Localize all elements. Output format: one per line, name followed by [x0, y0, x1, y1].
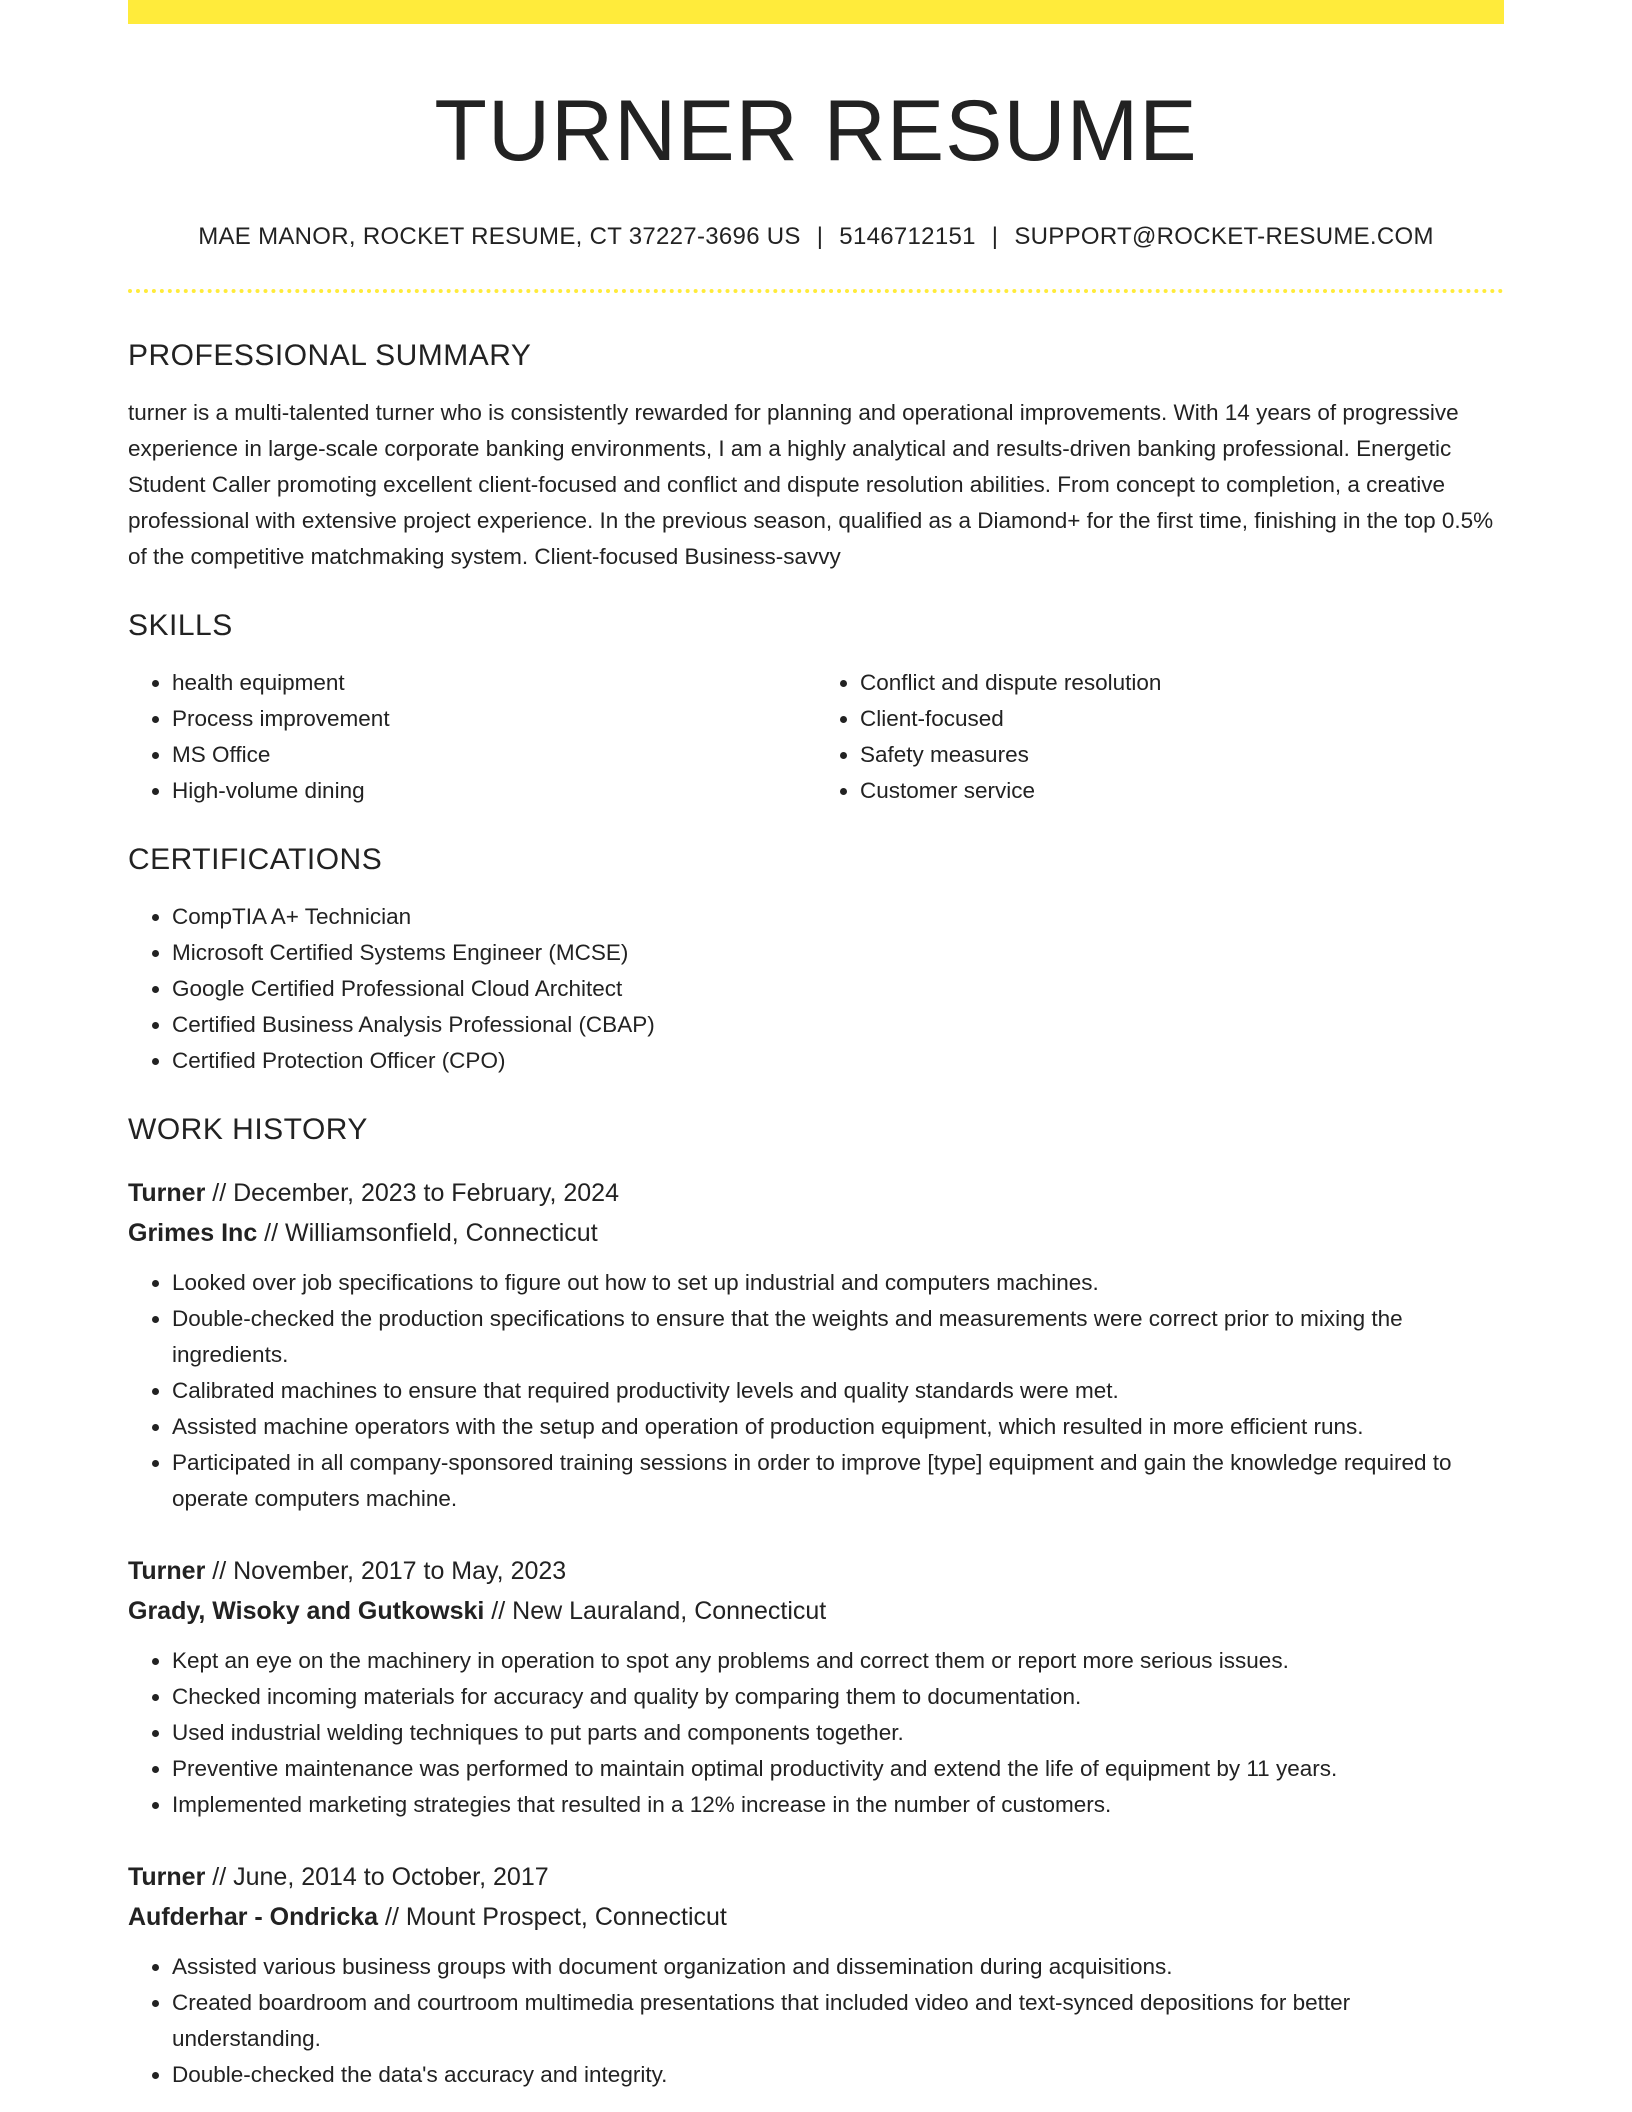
job-bullet: • Assisted machine operators with the setup and operation of production equipment, which resulted in more efficient runs. — [172, 1409, 1504, 1445]
accent-top-bar — [128, 0, 1504, 24]
certifications-list — [128, 899, 1504, 1079]
skill-item: • Customer service — [860, 773, 1504, 809]
job-bullet: • Implemented marketing strategies that resulted in a 12% increase in the number of customers. — [172, 1787, 1504, 1823]
job-role: Turner — [128, 1178, 206, 1207]
job-role: Turner — [128, 1862, 206, 1891]
job-dates: // June, 2014 to October, 2017 — [205, 1862, 549, 1891]
work-history-heading: WORK HISTORY — [128, 1112, 368, 1146]
certification-item: • Certified Protection Officer (CPO) — [172, 1043, 1504, 1079]
resume-page — [128, 0, 1504, 2093]
skills-grid — [128, 665, 1504, 809]
contact-separator: | — [816, 222, 824, 250]
job-company-line — [128, 1897, 1504, 1937]
job-entry — [128, 1551, 1504, 1823]
job-bullets — [128, 1949, 1504, 2093]
job-role: Turner — [128, 1556, 206, 1585]
skills-list-left — [128, 665, 816, 809]
dotted-divider — [128, 289, 1504, 293]
resume-title: TURNER RESUME — [434, 83, 1198, 179]
certification-item: • Certified Business Analysis Professional (CBAP) — [172, 1007, 1504, 1043]
certification-item: • CompTIA A+ Technician — [172, 899, 1504, 935]
contact-email: SUPPORT@ROCKET-RESUME.COM — [1014, 222, 1434, 250]
skill-item: • High-volume dining — [172, 773, 816, 809]
job-location: // New Lauraland, Connecticut — [484, 1596, 827, 1625]
job-company-line — [128, 1213, 1504, 1253]
job-bullet: • Created boardroom and courtroom multimedia presentations that included video and text-synced depositions for better understanding. — [172, 1985, 1504, 2057]
skill-item: • health equipment — [172, 665, 816, 701]
job-bullet: • Double-checked the production specifications to ensure that the weights and measurements were correct prior to mixing the ingredients. — [172, 1301, 1504, 1373]
job-bullet: • Looked over job specifications to figure out how to set up industrial and computers machines. — [172, 1265, 1504, 1301]
job-company: Grady, Wisoky and Gutkowski — [128, 1596, 485, 1625]
job-company-line — [128, 1591, 1504, 1631]
certifications-heading: CERTIFICATIONS — [128, 842, 383, 876]
job-bullet: • Checked incoming materials for accuracy and quality by comparing them to documentation. — [172, 1679, 1504, 1715]
job-dates: // December, 2023 to February, 2024 — [205, 1178, 619, 1207]
certification-item: • Google Certified Professional Cloud Architect — [172, 971, 1504, 1007]
skill-item: • Client-focused — [860, 701, 1504, 737]
job-role-line — [128, 1857, 1504, 1897]
contact-separator: | — [991, 222, 999, 250]
certification-item: • Microsoft Certified Systems Engineer (MCSE) — [172, 935, 1504, 971]
job-role-line — [128, 1551, 1504, 1591]
job-company: Aufderhar - Ondricka — [128, 1902, 379, 1931]
skill-item: • Safety measures — [860, 737, 1504, 773]
skill-item: • Conflict and dispute resolution — [860, 665, 1504, 701]
contact-line — [128, 223, 1504, 251]
skills-heading: SKILLS — [128, 608, 233, 642]
job-bullet: • Kept an eye on the machinery in operation to spot any problems and correct them or report more serious issues. — [172, 1643, 1504, 1679]
job-entry — [128, 1173, 1504, 1517]
job-company: Grimes Inc — [128, 1218, 258, 1247]
skills-list-right — [816, 665, 1504, 809]
job-entry — [128, 1857, 1504, 2093]
job-location: // Mount Prospect, Connecticut — [378, 1902, 727, 1931]
contact-phone: 5146712151 — [839, 222, 976, 250]
summary-heading: PROFESSIONAL SUMMARY — [128, 338, 532, 372]
job-role-line — [128, 1173, 1504, 1213]
contact-address: MAE MANOR, ROCKET RESUME, CT 37227-3696 US — [198, 222, 801, 250]
job-bullet: • Participated in all company-sponsored training sessions in order to improve [type] equipment and gain the knowledge required to operate computers machine. — [172, 1445, 1504, 1517]
job-bullet: • Double-checked the data's accuracy and integrity. — [172, 2057, 1504, 2093]
skill-item: • Process improvement — [172, 701, 816, 737]
skill-item: • MS Office — [172, 737, 816, 773]
summary-text: turner is a multi-talented turner who is consistently rewarded for planning and operational improvements. With 14 years of progressive experience in large-scale corporate banking environments, I am a highly analytical and results-driven banking professional. Energetic Student Caller promoting excellent client-focused and conflict and dispute resolution abilities. From concept to completion, a creative professional with extensive project experience. In the previous season, qualified as a Diamond+ for the first time, finishing in the top 0.5% of the competitive matchmaking system. Client-focused Business-savvy — [128, 399, 1494, 569]
job-bullet: • Calibrated machines to ensure that required productivity levels and quality standards were met. — [172, 1373, 1504, 1409]
job-bullets — [128, 1265, 1504, 1517]
job-dates: // November, 2017 to May, 2023 — [205, 1556, 567, 1585]
job-bullets — [128, 1643, 1504, 1823]
job-bullet: • Preventive maintenance was performed to maintain optimal productivity and extend the life of equipment by 11 years. — [172, 1751, 1504, 1787]
job-bullet: • Assisted various business groups with document organization and dissemination during acquisitions. — [172, 1949, 1504, 1985]
job-bullet: • Used industrial welding techniques to put parts and components together. — [172, 1715, 1504, 1751]
job-location: // Williamsonfield, Connecticut — [257, 1218, 598, 1247]
